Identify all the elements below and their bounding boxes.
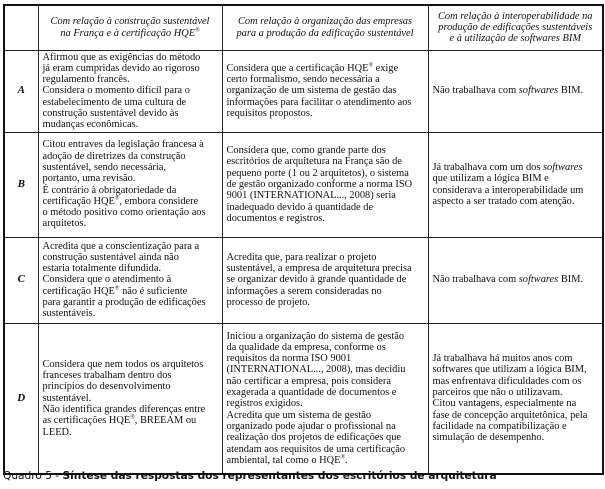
text-line: estaria totalmente difundida. (42, 263, 162, 275)
text-line: certificação HQE®, embora considere (42, 195, 199, 207)
text-line: requisitos propostos. (226, 107, 313, 119)
text-line: estabelecimento de uma cultura de (42, 96, 187, 108)
text-line: princípios do desenvolvimento (42, 381, 171, 393)
caption-text: Síntese das respostas dos representantes dos escritórios de arquitetura (62, 470, 497, 482)
table-row (4, 323, 603, 474)
text-line: Citou entraves da legislação francesa à (42, 139, 204, 151)
text-line: softwares que utilizam a lógica BIM, (432, 364, 587, 376)
text-line: parceiros que não o utilizavam. (432, 387, 563, 399)
text-line: já eram cumpridas devido ao rigoroso (42, 62, 200, 74)
text-line: mudanças econômicas. (42, 119, 139, 131)
header-col3 (428, 5, 603, 50)
text-line: produção de edificações sustentáveis (438, 22, 593, 34)
text-line: Acredita que a conscientização para a (42, 240, 200, 252)
text-line: Iniciou a organização do sistema de gestão (226, 330, 405, 342)
cell-col1 (38, 50, 222, 132)
cell-col3 (428, 132, 603, 237)
text-line: portanto, uma revisão. (42, 173, 136, 185)
table-row (4, 132, 603, 237)
text-line: pequeno porte (1 ou 2 arquitetos), o sistema (226, 167, 409, 179)
text-line: sustentável, a empresa de arquitetura precisa (226, 263, 412, 275)
header-row (4, 5, 603, 50)
text-line: aspecto a ser tratado com atenção. (432, 195, 575, 207)
table-row (4, 50, 603, 132)
text-line: Com relação à construção sustentável (50, 16, 210, 28)
text-line: para a produção da edificação sustentável (236, 27, 414, 39)
cell-col1 (38, 323, 222, 474)
table-row (4, 237, 603, 323)
text-line: mas enfrentava dificuldades com os (432, 375, 582, 387)
text-line: considerava a interoperabilidade um (432, 184, 584, 196)
row-label: C (4, 237, 38, 323)
text-line: certo formalismo, sendo necessária a (226, 74, 380, 86)
cell-col3 (428, 50, 603, 132)
cell-col3 (428, 237, 603, 323)
text-line: Com relação à interoperabilidade na (438, 10, 593, 22)
text-line: sustentável. (42, 392, 92, 404)
text-line: registros exigidos. (226, 398, 303, 410)
row-label: A (4, 50, 38, 132)
text-line: simulação de desempenho. (432, 432, 545, 444)
text-line: Acredita que, para realizar o projeto (226, 251, 377, 263)
text-line: inadequado devido à quantidade de (226, 201, 374, 213)
text-line: e à utilização de softwares BIM (449, 33, 581, 45)
header-col1 (38, 5, 222, 50)
text-line: organizado pode ajudar o profissional na (226, 420, 396, 432)
text-line: Considera que nem todos os arquitetos (42, 358, 204, 370)
row-label: B (4, 132, 38, 237)
text-line: construção sustentável ainda não (42, 251, 179, 263)
text-line: franceses trabalham dentro dos (42, 370, 172, 382)
text-line: (INTERNATIONAL..., 2008), mas decidiu (226, 364, 406, 376)
text-line: na França e à certificação HQE® (60, 27, 200, 39)
cell-col3 (428, 323, 603, 474)
text-line: adoção de diretrizes da construção (42, 150, 186, 162)
responses-table (3, 4, 604, 475)
text-line: ambiental, tal como o HQE®. (226, 454, 348, 466)
text-line: organização de um sistema de gestão das (226, 85, 397, 97)
text-line: da qualidade da empresa, conforme os (226, 341, 386, 353)
text-line: processo de projeto. (226, 297, 310, 309)
cell-col2 (222, 132, 428, 237)
text-line: Considera o momento difícil para o (42, 85, 190, 97)
text-line: certificação HQE® não é suficiente (42, 285, 188, 297)
text-line: sustentáveis. (42, 308, 96, 320)
text-line: que utilizam a lógica BIM e (432, 173, 549, 185)
text-line: exagerada a quantidade de documentos e (226, 387, 397, 399)
text-line: facilidade na compatibilização e (432, 420, 567, 432)
text-line: É contrário à obrigatoriedade da (42, 184, 177, 196)
caption-prefix: Quadro 5 - (3, 470, 63, 482)
text-line: informações a serem consideradas no (226, 285, 382, 297)
text-line: LEED. (42, 426, 72, 438)
text-line: construção sustentável devido às (42, 107, 179, 119)
table-caption (3, 470, 497, 482)
text-line: de gestão organizado conforme a norma ISO (226, 178, 413, 190)
cell-col2 (222, 323, 428, 474)
text-line: Considera que a certificação HQE® exige (226, 62, 399, 74)
text-line: Considera que o atendimento à (42, 274, 172, 286)
text-line: para garantir a produção de edificações (42, 297, 206, 309)
text-line: requisitos da norma ISO 9001 (226, 353, 352, 365)
text-line: Com relação à organização das empresas (237, 16, 413, 28)
text-line: as certificações HQE®, BREEAM ou (42, 414, 197, 427)
corner-cell (4, 5, 38, 50)
text-line: se organizar devido à grande quantidade de (226, 274, 407, 286)
text-line: o método positivo como orientação aos (42, 207, 206, 219)
cell-col1 (38, 132, 222, 237)
text-line: informações para facilitar o atendimento aos (226, 96, 412, 108)
cell-col2 (222, 237, 428, 323)
text-line: escritórios de arquitetura na França são de (226, 156, 402, 168)
text-line: não certificar a empresa, pois considera (226, 375, 391, 387)
cell-col2 (222, 50, 428, 132)
text-line: sustentável, sendo necessária, (42, 161, 166, 173)
text-line: Afirmou que as exigências do método (42, 51, 201, 63)
text-line: Acredita que um sistema de gestão (226, 409, 372, 421)
text-line: 9001 (INTERNATIONAL..., 2008) seria (226, 190, 396, 202)
text-line: Não trabalhava com softwares BIM. (432, 85, 584, 97)
text-line: Citou vantagens, especialmente na (432, 398, 577, 410)
text-line: Não identifica grandes diferenças entre (42, 403, 206, 415)
cell-col1 (38, 237, 222, 323)
text-line: Já trabalhava há muitos anos com (432, 353, 573, 365)
text-line: fase de concepção arquitetônica, pela (432, 409, 588, 421)
header-col2 (222, 5, 428, 50)
text-line: regulamento francês. (42, 74, 130, 86)
row-label: D (4, 323, 38, 474)
text-line: atendam aos requisitos de uma certificação (226, 443, 406, 455)
text-line: Já trabalhava com um dos softwares (432, 161, 583, 173)
text-line: documentos e registros. (226, 212, 325, 224)
text-line: Considera que, como grande parte dos (226, 145, 386, 157)
text-line: realização dos projetos de edificações que (226, 432, 402, 444)
text-line: Não trabalhava com softwares BIM. (432, 274, 584, 286)
text-line: arquitetos. (42, 218, 87, 230)
